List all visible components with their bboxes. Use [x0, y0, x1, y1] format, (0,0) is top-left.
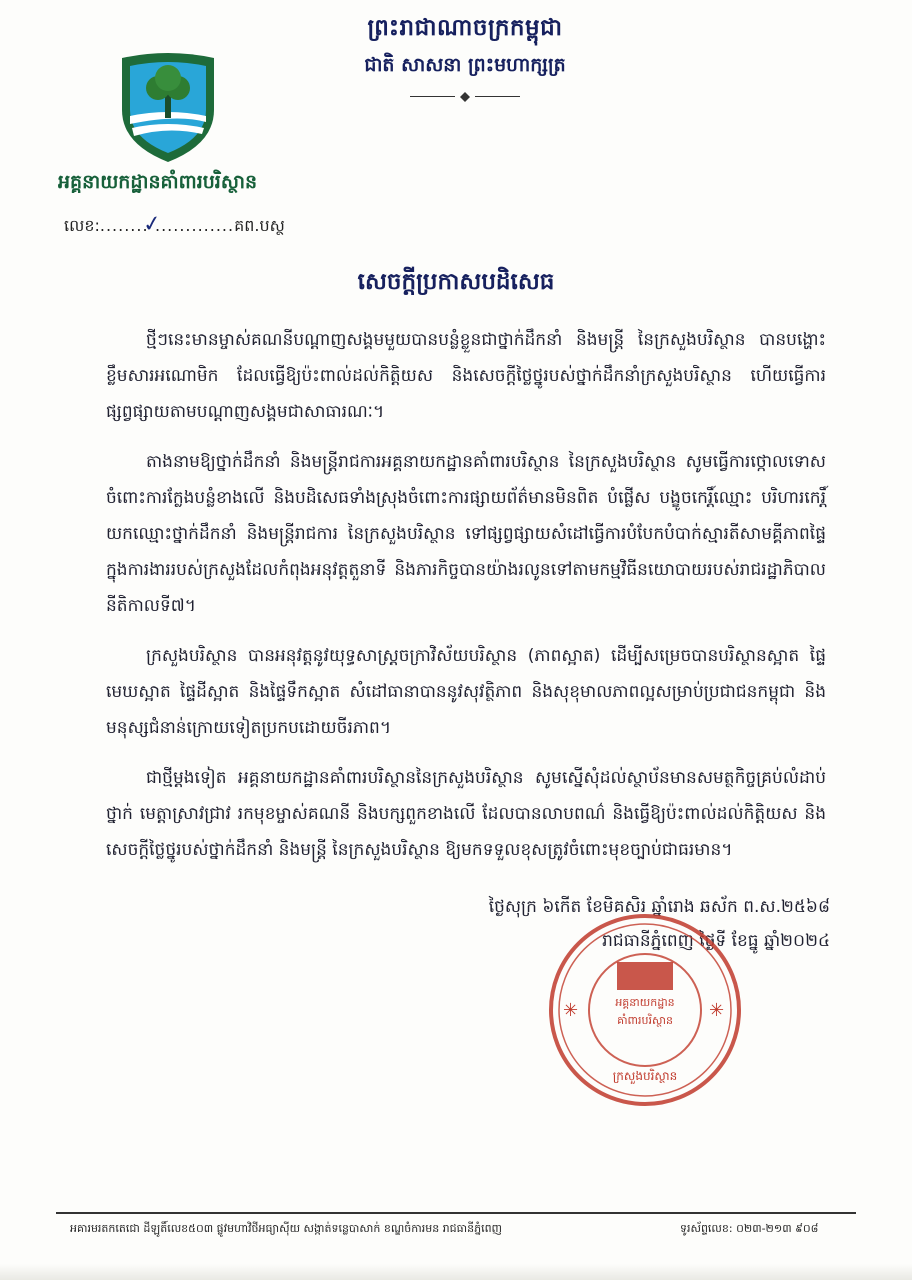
footer-address: អគារមរតកតេជោ ដីឡូតិ៍លេខ៥០៣ ផ្លូវមហាវិថីអធ្យាស៊ីយ សង្កាត់ទន្លេបាសាក់ ខណ្ឌចំការមន រាជធានីភ្នំពេញ	[70, 1222, 503, 1235]
paragraph: ថ្មីៗនេះមានម្ចាស់គណនីបណ្ដាញសង្គមមួយបានបន្លំខ្លួនជាថ្នាក់ដឹកនាំ និងមន្ត្រី នៃក្រសួងបរិស្ថាន បានបង្ហោះខ្លឹមសារអណោមិក ដែលធ្វើឱ្យប៉ះពាល់ដល់កិត្តិយស និងសេចក្ដីថ្លៃថ្នូរបស់ថ្នាក់ដឹកនាំក្រសួងបរិស្ថាន ហើយធ្វើការផ្សព្វផ្សាយតាមបណ្ដាញសង្គមជាសាធារណៈ។	[106, 330, 826, 422]
ornament-divider	[410, 91, 520, 103]
official-seal-icon	[545, 910, 745, 1110]
department-name: អគ្គនាយកដ្ឋានគាំពារបរិស្ថាន	[58, 171, 257, 193]
svg-text:✳: ✳	[709, 1000, 725, 1021]
solar-date: រាជធានីភ្នំពេញ ថ្ងៃទី ខែធ្នូ ឆ្នាំ២០២៤	[602, 931, 830, 951]
check-mark-icon: ✓	[140, 210, 163, 239]
page-edge	[0, 1264, 912, 1280]
reference-suffix: គព.បស្ថ	[234, 216, 285, 235]
seal-text-mid: គាំពារបរិស្ថាន	[617, 1014, 673, 1027]
footer-divider	[56, 1212, 856, 1214]
paragraph: តាងនាមឱ្យថ្នាក់ដឹកនាំ និងមន្ត្រីរាជការអគ្គនាយកដ្ឋានគាំពារបរិស្ថាន នៃក្រសួងបរិស្ថាន សូមធ្វើការថ្កោលទោស ចំពោះការក្លែងបន្លំខាងលើ និងបដិសេធទាំងស្រុងចំពោះការផ្សាយព័ត៌មានមិនពិត បំផ្លើស បង្ខូចកេរ្ដិ៍ឈ្មោះ បរិហារកេរ្ដិ៍ យកឈ្មោះថ្នាក់ដឹកនាំ និងមន្ត្រីរាជការ នៃក្រសួងបរិស្ថាន ទៅផ្សព្វផ្សាយសំដៅធ្វើការបំបែកបំបាក់ស្មារតីសាមគ្គីភាពផ្ទៃក្នុងការងាររបស់ក្រសួងដែលកំពុងអនុវត្តតួនាទី និងភារកិច្ចបានយ៉ាងរលូនទៅតាមកម្មវិធីនយោបាយរបស់រាជរដ្ឋាភិបាលនីតិកាលទី៧។	[106, 452, 826, 616]
reference-label: លេខ:	[64, 216, 100, 235]
national-motto: ជាតិ សាសនា ព្រះមហាក្សត្រ	[364, 54, 566, 76]
kingdom-title: ព្រះរាជាណាចក្រកម្ពុជា	[367, 15, 563, 41]
paragraph: ក្រសួងបរិស្ថាន បានអនុវត្តនូវយុទ្ធសាស្ត្រចក្រាវិស័យបរិស្ថាន (ភាពស្អាត) ដើម្បីសម្រេចបានបរិស្ថានស្អាត ផ្ទៃមេឃស្អាត ផ្ទៃដីស្អាត និងផ្ទៃទឹកស្អាត សំដៅធានាបាននូវសុវត្ថិភាព និងសុខុមាលភាពល្អសម្រាប់ប្រជាជនកម្ពុជា និងមនុស្សជំនាន់ក្រោយទៀតប្រកបដោយចីរភាព។	[106, 646, 826, 738]
footer-phone: ទូរស័ព្ទលេខ: ០២៣-២១៣ ៩០៨	[680, 1222, 819, 1235]
ministry-emblem-icon	[118, 52, 218, 164]
svg-text:✳: ✳	[563, 1000, 579, 1021]
seal-text-bottom: ក្រសួងបរិស្ថាន	[612, 1069, 678, 1083]
reference-number: លេខ:........✓.............គព.បស្ថ	[64, 210, 285, 239]
document-title: សេចក្ដីប្រកាសបដិសេធ	[357, 269, 555, 295]
seal-text-top: អគ្គនាយកដ្ឋាន	[615, 996, 675, 1009]
paragraph: ជាថ្មីម្ដងទៀត អគ្គនាយកដ្ឋានគាំពារបរិស្ថាននៃក្រសួងបរិស្ថាន សូមស្នើសុំដល់ស្ថាប័នមានសមត្ថកិច្ចគ្រប់លំដាប់ថ្នាក់ មេត្តាស្រាវជ្រាវ រកមុខម្ចាស់គណនី និងបក្សពួកខាងលើ ដែលបានលាបពណ៌ និងធ្វើឱ្យប៉ះពាល់ដល់កិត្តិយស និងសេចក្ដីថ្លៃថ្នូរបស់ថ្នាក់ដឹកនាំ និងមន្ត្រី នៃក្រសួងបរិស្ថាន ឱ្យមកទទួលខុសត្រូវចំពោះមុខច្បាប់ជាធរមាន។	[106, 768, 826, 860]
document-body	[106, 322, 826, 882]
letterhead-national	[300, 14, 630, 103]
lunar-date: ថ្ងៃសុក្រ ៦កើត ខែមិគសិរ ឆ្នាំរោង ឆស័ក ព.ស.២៥៦៨	[488, 897, 830, 917]
